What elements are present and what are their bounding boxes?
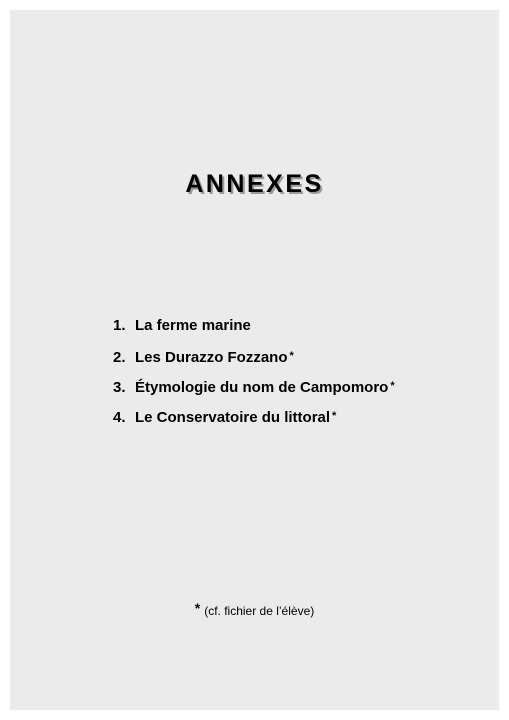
annex-number: 2. xyxy=(113,349,126,366)
footnote-marker: * xyxy=(194,600,201,616)
annex-number: 1. xyxy=(113,317,126,334)
annex-label: Étymologie du nom de Campomoro xyxy=(135,379,389,396)
footnote xyxy=(10,600,499,618)
annex-item-1 xyxy=(113,316,395,346)
annex-item-3 xyxy=(113,376,395,406)
document-page xyxy=(10,10,499,710)
annex-marker: * xyxy=(289,350,294,362)
annex-list xyxy=(113,316,395,436)
annex-label: Les Durazzo Fozzano xyxy=(135,349,288,366)
annex-label: La ferme marine xyxy=(135,317,251,334)
annex-item-2 xyxy=(113,346,395,376)
annex-number: 3. xyxy=(113,379,126,396)
annex-marker: * xyxy=(332,410,337,422)
annex-number: 4. xyxy=(113,409,126,426)
annex-marker: * xyxy=(390,380,395,392)
footnote-text: (cf. fichier de l’élève) xyxy=(204,604,315,618)
page-title: ANNEXES xyxy=(185,170,324,198)
annex-item-4 xyxy=(113,406,395,436)
annex-label: Le Conservatoire du littoral xyxy=(135,409,331,426)
